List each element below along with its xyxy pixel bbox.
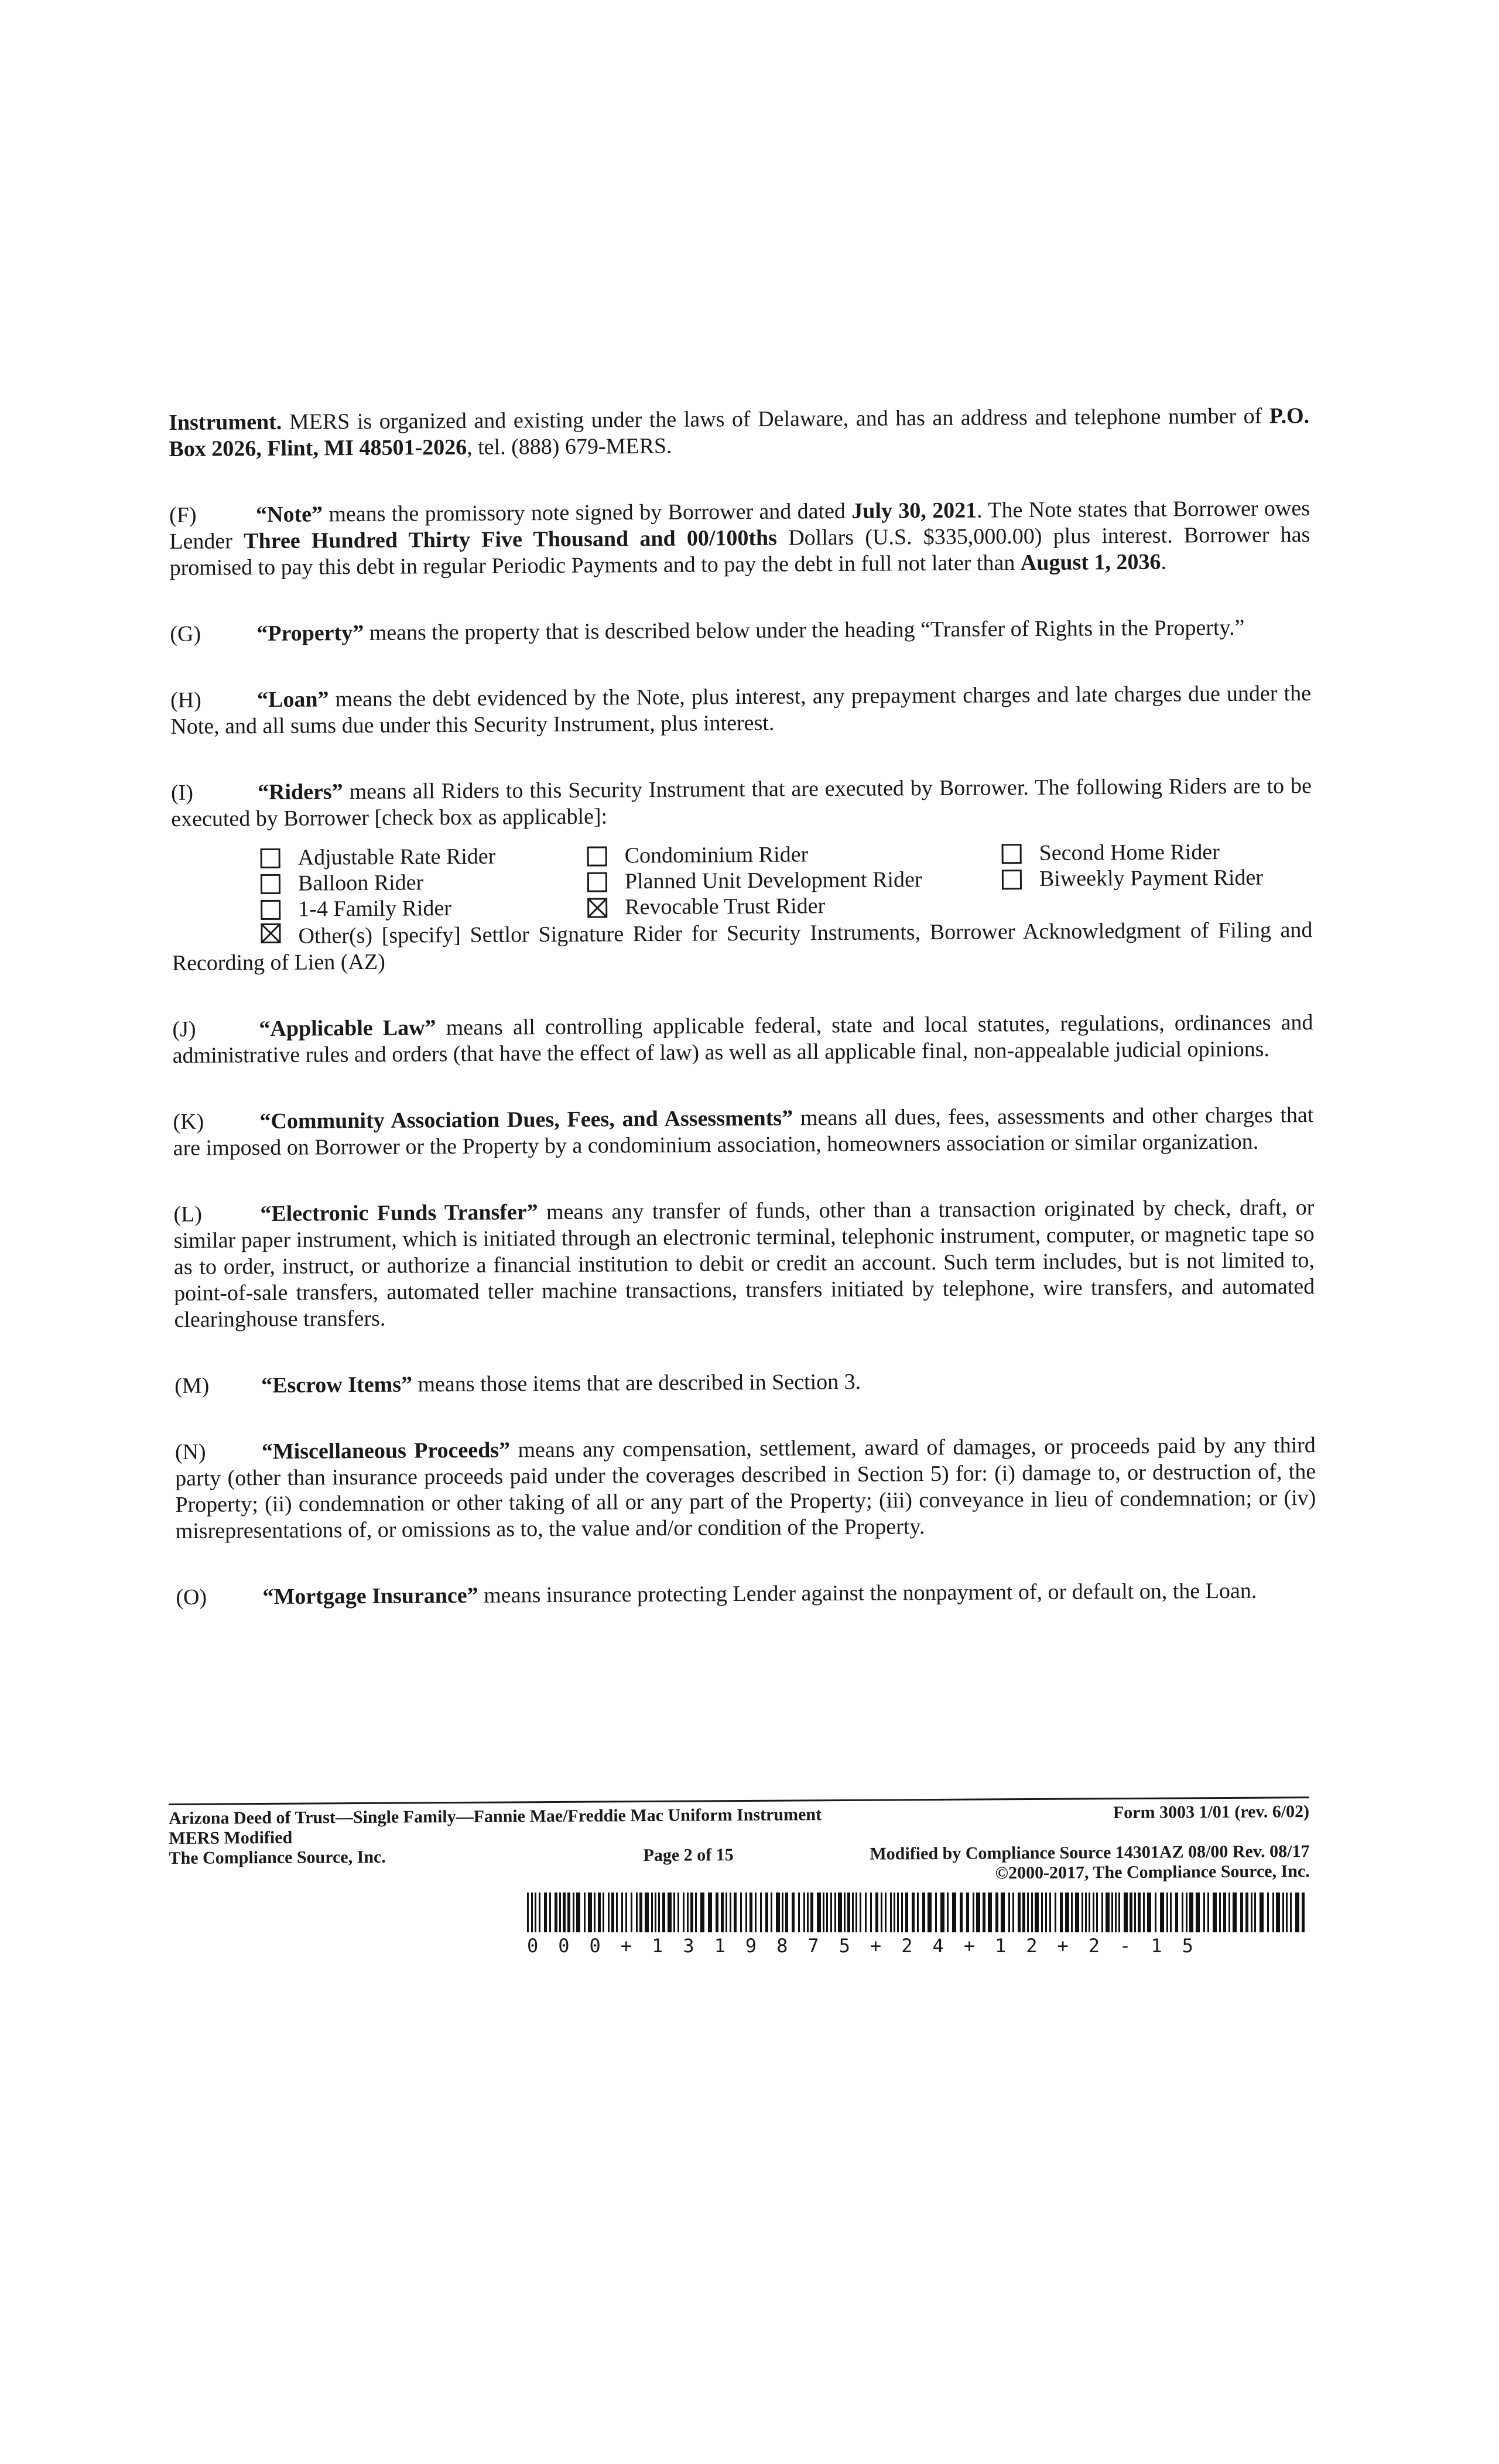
checkbox[interactable]	[587, 872, 607, 892]
section-j	[172, 1009, 1313, 1069]
section-term: “Mortgage Insurance”	[262, 1583, 478, 1610]
barcode-bar	[1245, 1893, 1248, 1932]
barcode-bar	[1286, 1893, 1288, 1932]
barcode-bar	[636, 1893, 638, 1932]
barcode-bar	[1254, 1893, 1256, 1932]
section-l	[173, 1195, 1315, 1333]
section-n	[175, 1432, 1316, 1545]
barcode-bar	[1130, 1893, 1132, 1932]
barcode-bar	[1295, 1893, 1299, 1932]
barcode-bar	[651, 1893, 653, 1932]
barcode-bar	[1089, 1893, 1090, 1932]
barcode-bar	[1240, 1893, 1243, 1932]
checkbox[interactable]	[261, 923, 280, 943]
barcode-bar	[539, 1893, 540, 1932]
barcode-bar	[621, 1893, 623, 1932]
barcode-bar	[1223, 1893, 1226, 1932]
section-label: (O)	[176, 1585, 207, 1610]
section-label: (F)	[169, 502, 197, 528]
barcode-bar	[1055, 1893, 1056, 1932]
rider-other-checkbox	[261, 923, 298, 943]
document-body	[169, 403, 1316, 1611]
section-term: “Community Association Dues, Fees, and Assessments”	[259, 1106, 793, 1134]
barcode-bar	[535, 1893, 536, 1932]
barcode-bar	[1160, 1893, 1164, 1932]
section-text: means the promissory note signed by Borrower and dated	[322, 498, 852, 527]
barcode-bar	[765, 1893, 768, 1932]
barcode-bar	[1071, 1893, 1073, 1932]
barcode-bar	[1049, 1893, 1051, 1932]
barcode-bar	[531, 1893, 533, 1932]
barcode-bar	[1189, 1893, 1193, 1932]
barcode-bar	[1124, 1893, 1128, 1932]
section-text: means the debt evidenced by the Note, plus interest, any prepayment charges and late charges due under the Note, and all sums due under this Security Instrument, plus interest.	[170, 681, 1312, 739]
barcode	[527, 1893, 1312, 1957]
mers-address: P.O. Box 2026, Flint, MI 48501-2026	[169, 403, 1310, 461]
barcode-bar	[690, 1893, 693, 1932]
barcode-bar	[865, 1893, 867, 1932]
barcode-bar	[631, 1893, 632, 1932]
barcode-bar	[947, 1893, 949, 1932]
barcode-bar	[1001, 1893, 1005, 1932]
barcode-bar	[844, 1893, 846, 1932]
barcode-bar	[1022, 1893, 1025, 1932]
rider-second-home	[1002, 839, 1220, 867]
section-label: (M)	[174, 1373, 210, 1398]
barcode-bar	[973, 1893, 974, 1932]
barcode-bar	[875, 1893, 878, 1932]
barcode-bar	[683, 1893, 685, 1932]
barcode-bar	[830, 1893, 832, 1932]
barcode-bar	[976, 1893, 980, 1932]
barcode-bar	[1115, 1893, 1117, 1932]
barcode-bar	[1170, 1893, 1172, 1932]
barcode-bar	[1213, 1893, 1217, 1932]
barcode-bar	[810, 1893, 813, 1932]
barcode-bar	[782, 1893, 783, 1932]
barcode-bar	[559, 1893, 561, 1932]
riders-checklist	[172, 839, 1313, 963]
section-label: (H)	[170, 687, 201, 713]
barcode-bar	[1290, 1893, 1292, 1932]
barcode-bar	[750, 1893, 752, 1932]
section-term: “Miscellaneous Proceeds”	[261, 1438, 511, 1464]
rider-1-4-family	[261, 895, 451, 923]
barcode-bar	[890, 1893, 892, 1932]
barcode-bar	[1155, 1893, 1156, 1932]
page-footer	[169, 1796, 1310, 1888]
barcode-bar	[905, 1893, 908, 1932]
barcode-bar	[917, 1893, 919, 1932]
page-number: Page 2 of 15	[643, 1845, 734, 1866]
barcode-bar	[1096, 1893, 1098, 1932]
barcode-bar	[855, 1893, 857, 1932]
barcode-bar	[611, 1893, 614, 1932]
barcode-bar	[1031, 1893, 1033, 1932]
barcode-bar	[662, 1893, 665, 1932]
barcode-bar	[658, 1893, 660, 1932]
rider-revocable-trust	[587, 893, 825, 920]
barcode-bar	[594, 1893, 596, 1932]
barcode-bar	[928, 1893, 932, 1932]
barcode-bar	[894, 1893, 895, 1932]
barcode-bar	[700, 1893, 704, 1932]
section-text: .	[1161, 549, 1167, 574]
barcode-bar	[1166, 1893, 1168, 1932]
checkbox[interactable]	[261, 848, 280, 868]
barcode-bar	[1175, 1893, 1178, 1932]
section-f	[169, 495, 1310, 581]
barcode-bar	[785, 1893, 788, 1932]
barcode-bar	[792, 1893, 795, 1932]
barcode-bar	[1282, 1893, 1284, 1932]
barcode-bar	[870, 1893, 872, 1932]
barcode-bar	[1267, 1893, 1269, 1932]
rider-pud	[587, 867, 922, 895]
section-h	[170, 680, 1312, 740]
barcode-bar	[1065, 1893, 1069, 1932]
publisher: The Compliance Source, Inc.	[169, 1847, 386, 1868]
barcode-bar	[1186, 1893, 1187, 1932]
barcode-bar	[807, 1893, 809, 1932]
section-label: (J)	[172, 1017, 196, 1042]
barcode-bar	[716, 1893, 718, 1932]
section-term: “Escrow Items”	[261, 1372, 413, 1398]
barcode-bar	[1182, 1893, 1183, 1932]
barcode-bar	[695, 1893, 697, 1932]
barcode-bar	[860, 1893, 861, 1932]
rider-label: Biweekly Payment Rider	[1039, 865, 1264, 891]
barcode-bar	[677, 1893, 679, 1932]
section-term: “Loan”	[256, 687, 329, 713]
barcode-bar	[598, 1893, 601, 1932]
barcode-bar	[608, 1893, 610, 1932]
copyright: ©2000-2017, The Compliance Source, Inc.	[995, 1861, 1310, 1883]
checkbox[interactable]	[261, 874, 280, 894]
barcode-bar	[826, 1893, 828, 1932]
section-label: (G)	[170, 621, 201, 646]
barcode-bar	[881, 1893, 882, 1932]
barcode-bar	[897, 1893, 899, 1932]
section-text: means all controlling applicable federal, state and local statutes, regulations, ordinances and administrative rules and orders (that have the effect of law) as well as all applicable final, non-appealable judicial opinions.	[172, 1010, 1313, 1068]
loan-amount-words: Three Hundred Thirty Five Thousand and 00/100ths	[244, 525, 778, 554]
section-text: means all Riders to this Security Instrument that are executed by Borrower. The following Riders are to be executed by Borrower [check box as applicable]:	[171, 774, 1312, 831]
section-text: means any compensation, settlement, award of damages, or proceeds paid by any third party (other than insurance proceeds paid under the coverages described in Section 5) for: (i) damage to, or destruction of, the Property; (ii) condemnation or other taking of all or any part of the Property; (iii) conveyance in lieu of condemnation; or (iv) misrepresentations of, or omissions as to, the value and/or condition of the Property.	[175, 1433, 1316, 1544]
barcode-bar	[755, 1893, 757, 1932]
form-number: Form 3003 1/01 (rev. 6/02)	[1113, 1802, 1310, 1823]
barcode-bar	[567, 1893, 570, 1932]
barcode-bar	[885, 1893, 887, 1932]
rider-label: Revocable Trust Rider	[625, 894, 826, 920]
form-title: Arizona Deed of Trust—Single Family—Fannie Mae/Freddie Mac Uniform Instrument	[169, 1805, 822, 1828]
barcode-bar	[563, 1893, 566, 1932]
barcode-bar	[1302, 1893, 1305, 1932]
rider-label: Condominium Rider	[624, 842, 809, 868]
barcode-bar	[1207, 1893, 1209, 1932]
barcode-bar	[730, 1893, 731, 1932]
rider-label: Balloon Rider	[297, 870, 424, 896]
barcode-bar	[645, 1893, 649, 1932]
checkbox[interactable]	[587, 846, 607, 866]
barcode-bar	[771, 1893, 772, 1932]
section-term: “Property”	[256, 620, 364, 646]
rider-adjustable-rate	[261, 844, 496, 871]
modification-note: Modified by Compliance Source 14301AZ 08/00 Rev. 08/17	[870, 1842, 1310, 1864]
barcode-bar	[760, 1893, 762, 1932]
rider-other-text: Other(s) [specify] Settlor Signature Rider for Security Instruments, Borrower Acknowledgment of Filing and Recording of Lien (AZ)	[172, 918, 1313, 976]
section-text: means those items that are described in Section 3.	[412, 1369, 861, 1397]
section-label: (K)	[173, 1109, 204, 1134]
barcode-bar	[734, 1893, 737, 1932]
barcode-bar	[983, 1893, 985, 1932]
barcode-bar	[988, 1893, 992, 1932]
barcode-bar	[655, 1893, 656, 1932]
barcode-bar	[1085, 1893, 1087, 1932]
barcode-bar	[1276, 1893, 1280, 1932]
rider-label: 1-4 Family Rider	[298, 896, 452, 922]
barcode-bar	[527, 1893, 529, 1932]
section-label: (I)	[170, 780, 194, 805]
barcode-bar	[1219, 1893, 1221, 1932]
barcode-bar	[544, 1893, 547, 1932]
rider-label: Adjustable Rate Rider	[297, 844, 496, 870]
barcode-bar	[847, 1893, 850, 1932]
barcode-bar	[625, 1893, 627, 1932]
barcode-bar	[588, 1893, 592, 1932]
section-text: means all dues, fees, assessments and other charges that are imposed on Borrower or the Property by a condominium association, homeowners association or similar organization.	[173, 1103, 1314, 1161]
checkbox[interactable]	[1002, 844, 1022, 864]
barcode-bar	[1075, 1893, 1079, 1932]
section-text: Dollars (U.S. $335,000.00) plus interest. Borrower has promised to pay this debt in regular Periodic Payments and to pay the debt in full not later than	[169, 522, 1310, 580]
maturity-date: August 1, 2036	[1020, 549, 1161, 576]
rider-balloon	[261, 870, 424, 897]
barcode-bar	[1260, 1893, 1264, 1932]
barcode-bar	[852, 1893, 854, 1932]
section-i	[171, 773, 1312, 833]
barcode-bar	[1093, 1893, 1094, 1932]
intro-paragraph	[169, 403, 1310, 463]
section-text: means any transfer of funds, other than a transaction originated by check, draft, or similar paper instrument, which is initiated through an electronic terminal, telephonic instrument, computer, or magnetic tape so as to order, instruct, or authorize a financial institution to debit or credit an account. Such term includes, but is not limited to, point-of-sale transfers, automated teller machine transactions, transfers initiated by telephone, wire transfers, and automated clearinghouse transfers.	[173, 1195, 1315, 1332]
section-term: “Note”	[255, 502, 323, 528]
barcode-bar	[745, 1893, 747, 1932]
barcode-bar	[1118, 1893, 1120, 1932]
barcode-bar	[966, 1893, 969, 1932]
barcode-bar	[995, 1893, 998, 1932]
section-term: “Applicable Law”	[259, 1015, 436, 1042]
barcode-bar	[673, 1893, 675, 1932]
barcode-bar	[823, 1893, 824, 1932]
rider-biweekly-payment	[1002, 865, 1263, 893]
section-k	[173, 1102, 1314, 1162]
rider-label: Planned Unit Development Rider	[624, 867, 922, 894]
barcode-bar	[555, 1893, 557, 1932]
barcode-bar	[922, 1893, 925, 1932]
section-label: (L)	[173, 1202, 203, 1227]
barcode-bar	[912, 1893, 915, 1932]
barcode-bar	[725, 1893, 727, 1932]
checkbox[interactable]	[587, 898, 607, 918]
rider-condominium	[587, 841, 809, 869]
barcode-bar	[1233, 1893, 1237, 1932]
barcode-bar	[935, 1893, 937, 1932]
barcode-bar	[1203, 1893, 1205, 1932]
barcode-bar	[1111, 1893, 1113, 1932]
barcode-bar	[1134, 1893, 1136, 1932]
note-date: July 30, 2021	[851, 498, 977, 523]
section-label: (N)	[174, 1439, 206, 1464]
intro-text-2: , tel. (888) 679-MERS.	[467, 433, 672, 460]
barcode-bar	[817, 1893, 821, 1932]
barcode-bar	[1101, 1893, 1103, 1932]
barcode-bar	[708, 1893, 712, 1932]
barcode-bar	[1035, 1893, 1039, 1932]
barcode-bar	[576, 1893, 580, 1932]
barcode-bar	[838, 1893, 842, 1932]
barcode-bar	[668, 1893, 672, 1932]
barcode-bar	[1008, 1893, 1010, 1932]
barcode-bar	[616, 1893, 618, 1932]
barcode-bar	[1027, 1893, 1029, 1932]
barcode-bar	[573, 1893, 574, 1932]
barcode-text: 000+1319875+24+12+2-15	[527, 1935, 1213, 1957]
barcode-bar	[1272, 1893, 1274, 1932]
barcode-bar	[1147, 1893, 1151, 1932]
barcode-bar	[639, 1893, 642, 1932]
barcode-bar	[1018, 1893, 1021, 1932]
checkbox[interactable]	[261, 899, 280, 919]
barcode-bar	[1251, 1893, 1252, 1932]
barcode-bar	[940, 1893, 944, 1932]
barcode-bar	[721, 1893, 724, 1932]
barcode-bar	[1143, 1893, 1145, 1932]
section-text: means the property that is described below under the heading “Transfer of Rights in the Property.”	[364, 615, 1245, 645]
checkbox[interactable]	[1002, 870, 1022, 889]
barcode-bar	[834, 1893, 836, 1932]
barcode-bar	[1196, 1893, 1200, 1932]
barcode-bar	[1138, 1893, 1141, 1932]
barcode-bar	[1060, 1893, 1063, 1932]
intro-text-1: MERS is organized and existing under the laws of Delaware, and has an address and telephone number of	[282, 403, 1269, 434]
barcode-bars	[527, 1893, 1312, 1932]
intro-lead: Instrument.	[169, 409, 282, 435]
section-term: “Riders”	[257, 779, 343, 805]
form-subtitle: MERS Modified	[169, 1828, 293, 1848]
barcode-bar	[776, 1893, 780, 1932]
barcode-bar	[1106, 1893, 1110, 1932]
barcode-bar	[549, 1893, 551, 1932]
section-term: “Electronic Funds Transfer”	[260, 1200, 538, 1227]
barcode-bar	[960, 1893, 963, 1932]
barcode-bar	[740, 1893, 742, 1932]
barcode-bar	[1045, 1893, 1047, 1932]
rider-label: Second Home Rider	[1039, 840, 1220, 865]
barcode-bar	[803, 1893, 805, 1932]
barcode-bar	[952, 1893, 956, 1932]
barcode-bar	[901, 1893, 903, 1932]
barcode-bar	[798, 1893, 800, 1932]
barcode-bar	[603, 1893, 604, 1932]
barcode-bar	[1228, 1893, 1230, 1932]
barcode-bar	[1041, 1893, 1043, 1932]
section-text: means insurance protecting Lender against the nonpayment of, or default on, the Loan.	[478, 1578, 1257, 1608]
barcode-bar	[1082, 1893, 1083, 1932]
barcode-bar	[687, 1893, 689, 1932]
barcode-bar	[1012, 1893, 1014, 1932]
barcode-bar	[584, 1893, 586, 1932]
section-text: . The Note states that Borrower owes Lender	[169, 496, 1310, 554]
